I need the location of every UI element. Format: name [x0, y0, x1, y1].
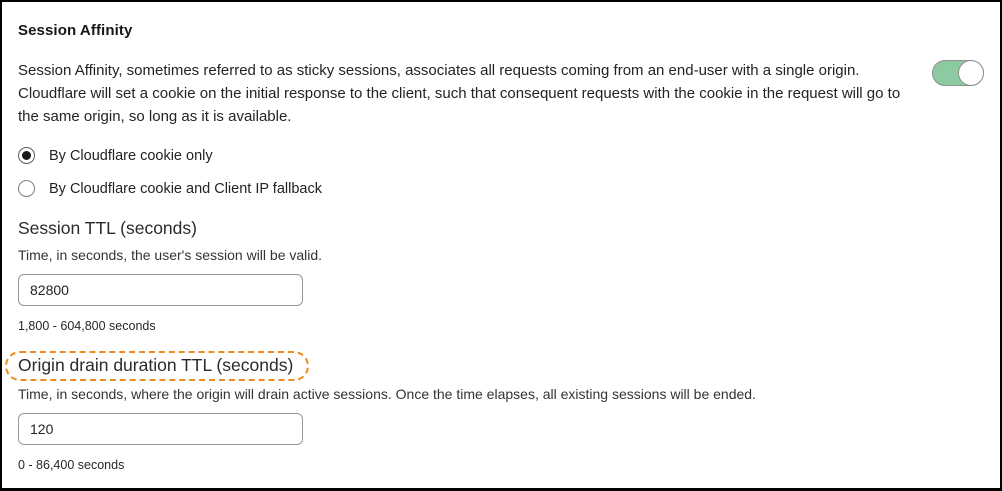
origin-drain-help: Time, in seconds, where the origin will drain active sessions. Once the time elapses, all existing sessions will be ended.: [18, 386, 756, 402]
session-ttl-section: [18, 218, 984, 333]
origin-drain-range-hint: 0 - 86,400 seconds: [18, 458, 125, 472]
session-ttl-label: Session TTL (seconds): [18, 218, 197, 238]
radio-cookie-and-client-ip[interactable]: [18, 180, 984, 197]
annotation-dashed-highlight: [5, 351, 309, 381]
session-affinity-toggle[interactable]: [932, 60, 984, 86]
origin-drain-section: [18, 351, 984, 472]
origin-drain-label: Origin drain duration TTL (seconds): [18, 355, 294, 375]
panel-description: Session Affinity, sometimes referred to as sticky sessions, associates all requests coming from an end-user with a single origin. Cloudflare will set a cookie on the initial response to the client, such that consequent requests with the cookie in the request will go to the same origin, so long as it is available.: [18, 62, 901, 125]
radio-selected-icon: [18, 147, 35, 164]
radio-label: By Cloudflare cookie and Client IP fallback: [49, 180, 322, 197]
session-ttl-help: Time, in seconds, the user's session will be valid.: [18, 247, 323, 263]
session-ttl-range-hint: 1,800 - 604,800 seconds: [18, 319, 156, 333]
radio-cloudflare-cookie-only[interactable]: [18, 147, 984, 164]
radio-unselected-icon: [18, 180, 35, 197]
session-ttl-input[interactable]: [18, 274, 303, 306]
radio-label: By Cloudflare cookie only: [49, 147, 213, 164]
radio-dot-icon: [22, 151, 31, 160]
toggle-knob-icon: [958, 60, 984, 86]
affinity-mode-radio-group: [18, 147, 984, 197]
panel-title: Session Affinity: [18, 22, 133, 39]
origin-drain-input[interactable]: [18, 413, 303, 445]
